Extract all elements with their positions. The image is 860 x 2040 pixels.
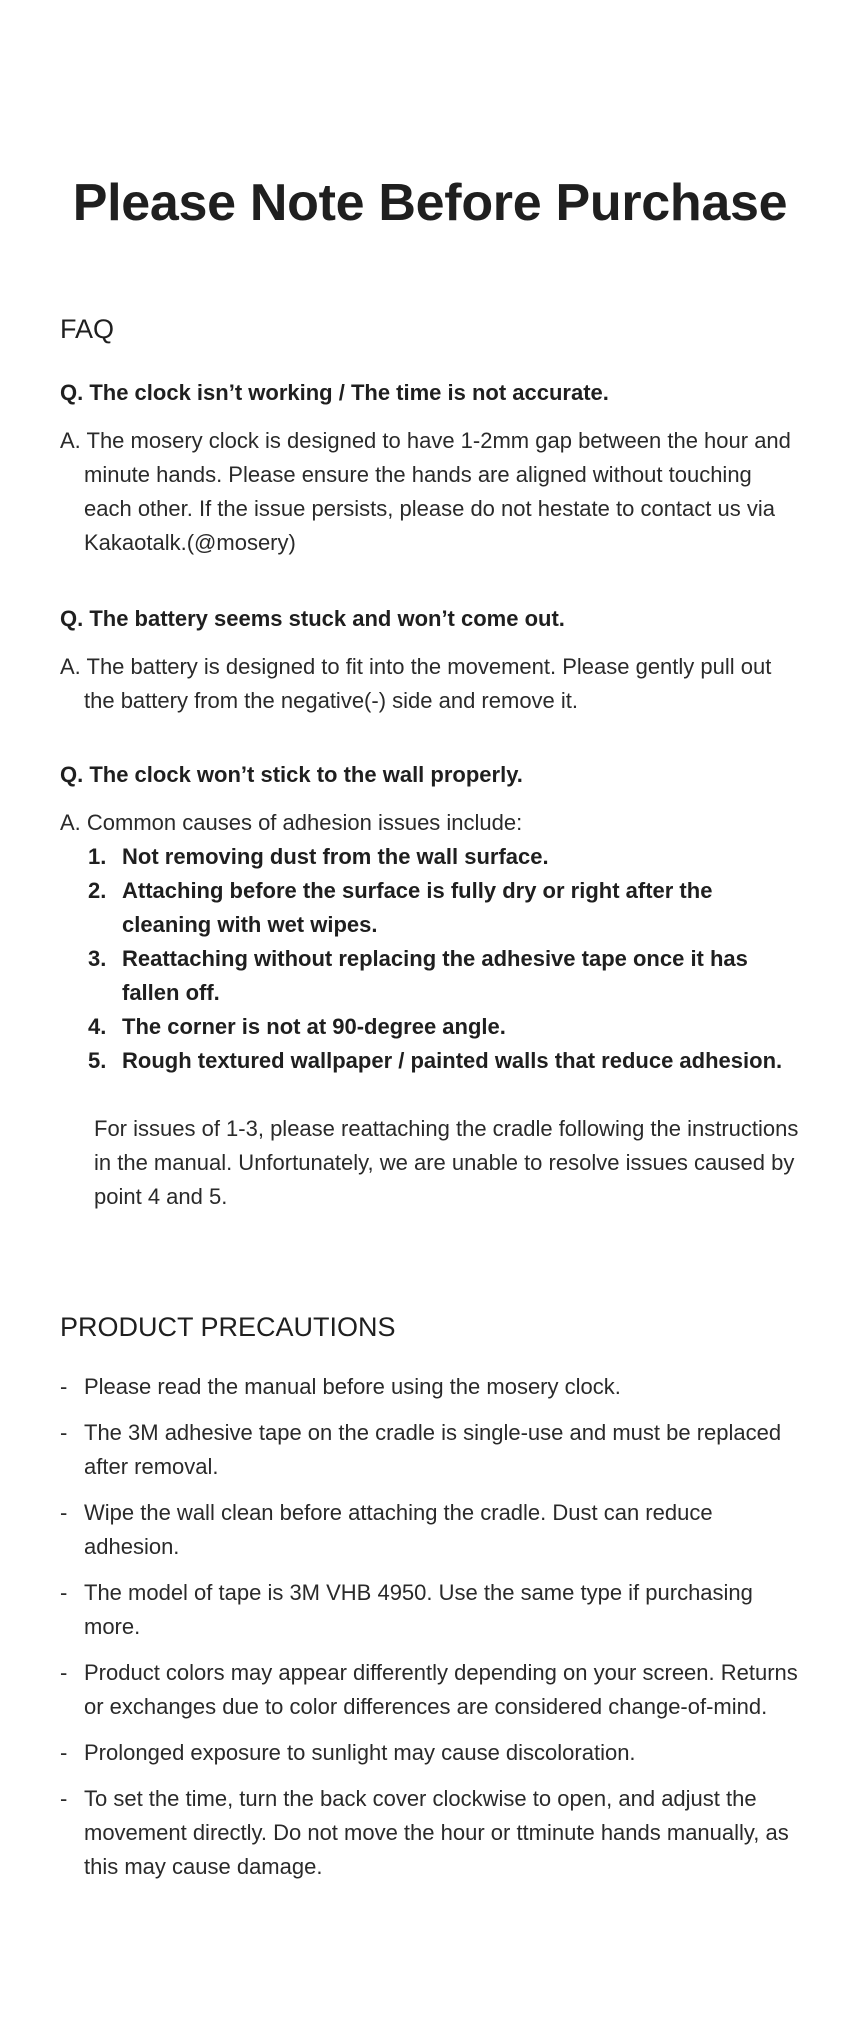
list-item: [60, 1496, 800, 1564]
faq-question: Q. The clock isn’t working / The time is not accurate.: [60, 380, 609, 405]
list-item-text: The corner is not at 90-degree angle.: [122, 1014, 506, 1039]
faq-answer: A. The battery is designed to fit into the movement. Please gently pull out the battery from the negative(-) side and remove it.: [60, 654, 772, 713]
faq-question: Q. The clock won’t stick to the wall properly.: [60, 762, 523, 787]
list-item-text: Rough textured wallpaper / painted walls that reduce adhesion.: [122, 1048, 783, 1073]
bullet-dash: -: [60, 1500, 68, 1525]
bullet-dash: -: [60, 1660, 68, 1685]
bullet-dash: -: [60, 1786, 68, 1811]
list-number: 1.: [88, 844, 107, 869]
precautions-heading: PRODUCT PRECAUTIONS: [60, 1312, 396, 1342]
precautions-list: [60, 1370, 800, 1884]
list-item-text: Please read the manual before using the mosery clock.: [84, 1374, 621, 1399]
list-item: [88, 1044, 800, 1078]
faq-heading: FAQ: [60, 314, 115, 344]
list-item: [60, 1736, 800, 1770]
list-item: [88, 942, 800, 1010]
bullet-dash: -: [60, 1740, 68, 1765]
list-number: 5.: [88, 1048, 107, 1073]
list-item-text: Attaching before the surface is fully dry or right after the cleaning with wet wipes.: [122, 878, 713, 937]
list-item-text: Reattaching without replacing the adhesive tape once it has fallen off.: [122, 946, 748, 1005]
list-item-text: Product colors may appear differently depending on your screen. Returns or exchanges due to color differences are considered change-of-mind.: [84, 1660, 798, 1719]
list-item: [88, 1010, 800, 1044]
list-number: 3.: [88, 946, 107, 971]
adhesion-note: For issues of 1-3, please reattaching the cradle following the instructions in the manual. Unfortunately, we are unable to resolve issues caused by point 4 and 5.: [94, 1116, 799, 1209]
list-item: [60, 1416, 800, 1484]
list-item-text: The 3M adhesive tape on the cradle is single-use and must be replaced after removal.: [84, 1420, 782, 1479]
faq-item: [60, 378, 800, 560]
bullet-dash: -: [60, 1580, 68, 1605]
list-item-text: The model of tape is 3M VHB 4950. Use the same type if purchasing more.: [84, 1580, 753, 1639]
list-number: 4.: [88, 1014, 107, 1039]
list-item: [88, 840, 800, 874]
list-item-text: Wipe the wall clean before attaching the cradle. Dust can reduce adhesion.: [84, 1500, 713, 1559]
list-item: [60, 1656, 800, 1724]
list-item-text: Prolonged exposure to sunlight may cause discoloration.: [84, 1740, 636, 1765]
page-title: Please Note Before Purchase: [72, 174, 788, 232]
adhesion-causes-list: [60, 840, 800, 1078]
faq-answer: A. Common causes of adhesion issues include:: [60, 810, 523, 835]
faq-item: [60, 604, 800, 718]
list-item: [88, 874, 800, 942]
list-item-text: To set the time, turn the back cover clockwise to open, and adjust the movement directly. Do not move the hour or ttminute hands manually, as this may cause damage.: [84, 1786, 789, 1879]
list-item: [60, 1782, 800, 1884]
faq-question: Q. The battery seems stuck and won’t come out.: [60, 606, 565, 631]
bullet-dash: -: [60, 1420, 68, 1445]
list-number: 2.: [88, 878, 107, 903]
list-item: [60, 1370, 800, 1404]
bullet-dash: -: [60, 1374, 68, 1399]
faq-answer: A. The mosery clock is designed to have 1-2mm gap between the hour and minute hands. Please ensure the hands are aligned without touching each other. If the issue persists, please do not hestate to contact us via Kakaotalk.(@mosery): [60, 428, 791, 555]
faq-item: [60, 760, 800, 1214]
list-item: [60, 1576, 800, 1644]
list-item-text: Not removing dust from the wall surface.: [122, 844, 549, 869]
